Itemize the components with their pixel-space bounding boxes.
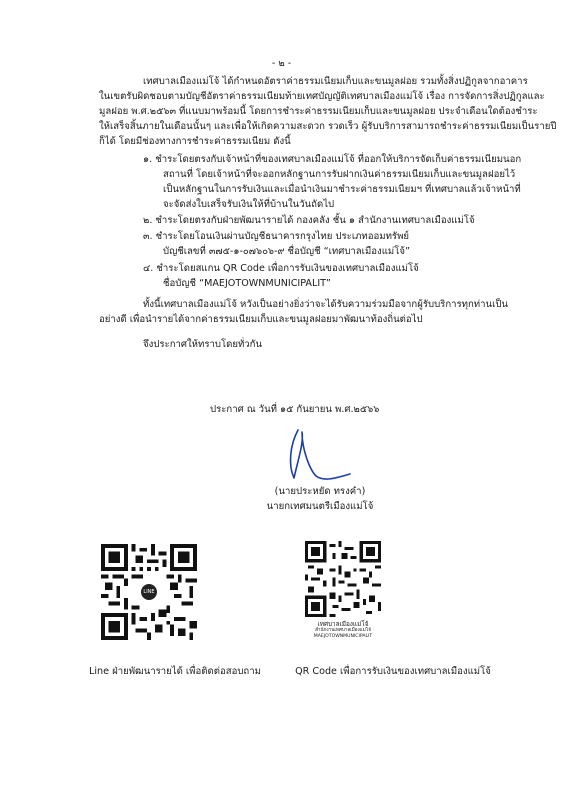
qr-label-office: สำนักงานเทศบาลเมืองแม่โจ้ bbox=[315, 628, 371, 633]
list-item-4-cont: ชื่อบัญชี “MAEJOTOWNMUNICIPALIT” bbox=[163, 278, 331, 289]
signatory-name: (นายประหยัด ทรงคำ) bbox=[274, 486, 366, 497]
list-item-1-cont: เป็นหลักฐานในการรับเงินและเมื่อนำเงินมาชำระค่าธรรมเนียมฯ ที่เทศบาลแล้วเจ้าหน้าที่ bbox=[163, 184, 521, 195]
line-logo-icon: LINE bbox=[139, 582, 159, 602]
closing-line: อย่างดี เพื่อนำรายได้จากค่าธรรมเนียมเก็บและขนมูลฝอยมาพัฒนาท้องถิ่นต่อไป bbox=[99, 314, 423, 325]
closing-line: ทั้งนี้เทศบาลเมืองแม่โจ้ หวังเป็นอย่างยิ่งว่าจะได้รับความร่วมมือจากผู้รับบริการทุกท่านเป็น bbox=[143, 299, 508, 310]
paragraph-line: มูลฝอย พ.ศ.๒๕๖๓ ที่แนบมาพร้อมนี้ โดยการชำระค่าธรรมเนียมเก็บและขนมูลฝอย ประจำเดือนใดต้องชำระ bbox=[99, 106, 538, 117]
paragraph-line: เทศบาลเมืองแม่โจ้ ได้กำหนดอัตราค่าธรรมเนียมเก็บและขนมูลฝอย รวมทั้งสิ่งปฏิกูลจากอาคาร bbox=[143, 76, 528, 87]
announcement-line: จึงประกาศให้ทราบโดยทั่วกัน bbox=[143, 339, 263, 350]
line-qr-caption: Line ฝ่ายพัฒนารายได้ เพื่อติดต่อสอบถาม bbox=[89, 666, 261, 677]
payment-qr-caption: QR Code เพื่อการรับเงินของเทศบาลเมืองแม่โจ้ bbox=[295, 666, 491, 677]
payment-qr-code[interactable] bbox=[305, 541, 381, 617]
list-item-2: ๒. ชำระโดยตรงกับฝ่ายพัฒนารายได้ กองคลัง ชั้น ๑ สำนักงานเทศบาลเมืองแม่โจ้ bbox=[143, 215, 475, 226]
signatory-title: นายกเทศมนตรีเมืองแม่โจ้ bbox=[266, 501, 374, 512]
list-item-3: ๓. ชำระโดยโอนเงินผ่านบัญชีธนาคารกรุงไทย ประเภทออมทรัพย์ bbox=[143, 231, 410, 242]
list-item-4: ๔. ชำระโดยสแกน QR Code เพื่อการรับเงินของเทศบาลเมืองแม่โจ้ bbox=[143, 263, 419, 274]
list-item-1: ๑. ชำระโดยตรงกับเจ้าหน้าที่ของเทศบาลเมืองแม่โจ้ ที่ออกให้บริการจัดเก็บค่าธรรมเนียมนอก bbox=[143, 154, 522, 165]
qr-label-name: เทศบาลเมืองแม่โจ้ bbox=[317, 620, 369, 628]
signature bbox=[280, 420, 360, 485]
paragraph-line: ให้เสร็จสิ้นภายในเดือนนั้นๆ และเพื่อให้เกิดความสะดวก รวดเร็ว ผู้รับบริการสามารถชำระค่าธรรมเนียมเป็นรายปี bbox=[99, 121, 557, 132]
paragraph-line: ในเขตรับผิดชอบตามบัญชีอัตราค่าธรรมเนียมท้ายเทศบัญญัติเทศบาลเมืองแม่โจ้ เรื่อง การจัดการสิ่งปฏิกูลและ bbox=[99, 91, 545, 102]
list-item-1-cont: จะจัดส่งใบเสร็จรับเงินให้ที่บ้านในวันถัดไป bbox=[163, 199, 335, 210]
paragraph-line: ก็ได้ โดยมีช่องทางการชำระค่าธรรมเนียม ดังนี้ bbox=[99, 136, 291, 147]
qr-label-account: MAEJOTOWNMUNICIPALIT bbox=[313, 634, 373, 639]
announcement-date: ประกาศ ณ วันที่ ๑๕ กันยายน พ.ศ.๒๕๖๖ bbox=[210, 404, 380, 415]
page-number: - ๒ - bbox=[271, 58, 292, 69]
list-item-1-cont: สถานที่ โดยเจ้าหน้าที่จะออกหลักฐานการรับฝากเงินค่าธรรมเนียมเก็บและขนมูลฝอยไว้ bbox=[163, 169, 516, 180]
list-item-3-cont: บัญชีเลขที่ ๓๗๕-๑-๐๗๖๐๖-๙ ชื่อบัญชี “เทศบาลเมืองแม่โจ้” bbox=[163, 246, 410, 257]
